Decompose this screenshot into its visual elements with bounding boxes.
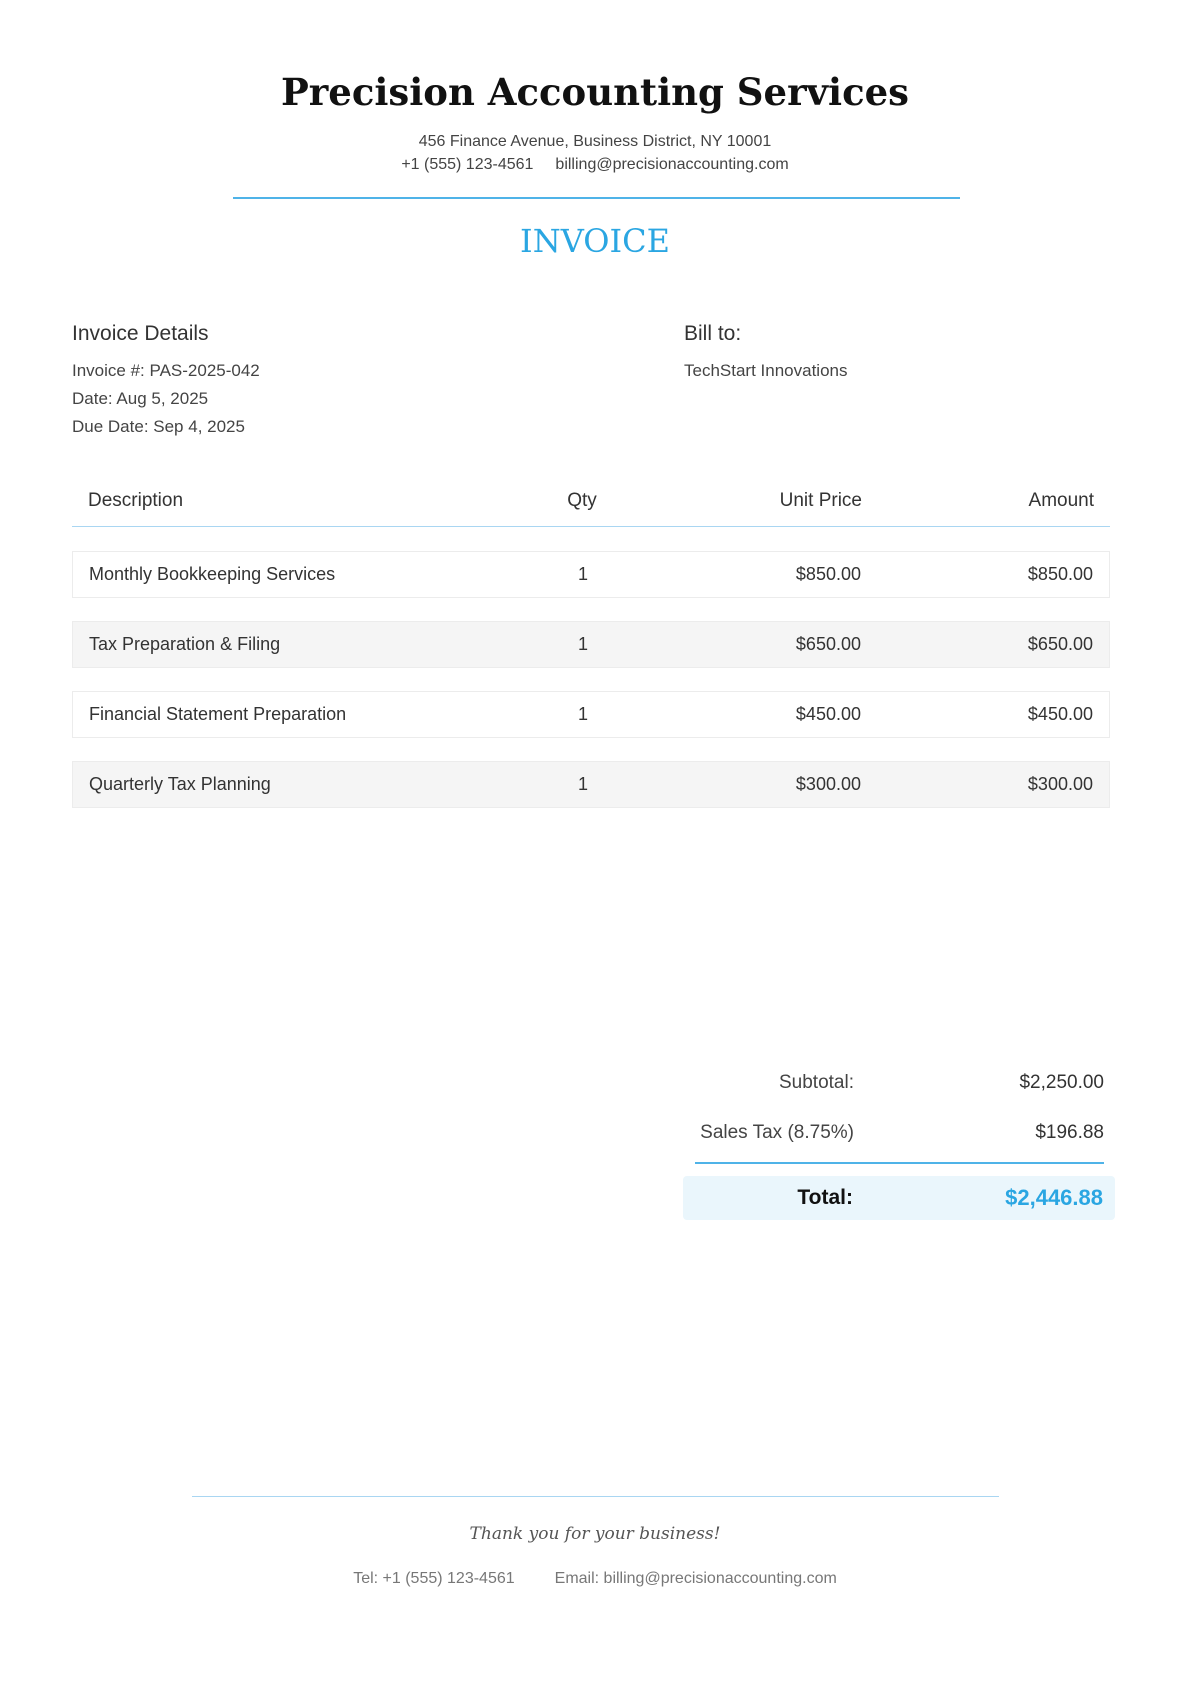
company-name: Precision Accounting Services [280, 70, 910, 114]
bill-to-heading: Bill to: [684, 322, 742, 345]
table-header [72, 486, 1110, 527]
row-description: Tax Preparation & Filing [89, 634, 281, 654]
subtotal-label: Subtotal: [779, 1072, 854, 1093]
table-row [72, 551, 1110, 598]
row-qty: 1 [577, 704, 588, 724]
company-email: billing@precisionaccounting.com [555, 156, 789, 173]
invoice-due-date: Due Date: Sep 4, 2025 [72, 417, 245, 436]
row-amount: $650.00 [1027, 634, 1093, 654]
footer-tel: Tel: +1 (555) 123-4561 [353, 1570, 515, 1587]
row-amount: $850.00 [1027, 564, 1093, 584]
invoice-number: Invoice #: PAS-2025-042 [72, 361, 260, 380]
footer-contact [0, 1570, 1190, 1588]
col-amount-header: Amount [1028, 490, 1094, 511]
thank-you-note: Thank you for your business! [469, 1524, 721, 1544]
col-unit-price-header: Unit Price [779, 490, 862, 511]
subtotal-value: $2,250.00 [1019, 1072, 1104, 1093]
total-box [683, 1176, 1115, 1220]
totals-divider [695, 1162, 1104, 1164]
row-unit-price: $650.00 [795, 634, 861, 654]
company-phone: +1 (555) 123-4561 [401, 156, 534, 173]
company-contact [0, 156, 1190, 174]
total-label: Total: [797, 1186, 853, 1209]
row-amount: $450.00 [1027, 704, 1093, 724]
table-row [72, 691, 1110, 738]
table-row [72, 621, 1110, 668]
col-qty-header: Qty [567, 490, 597, 511]
footer-email: Email: billing@precisionaccounting.com [554, 1570, 837, 1587]
row-unit-price: $450.00 [795, 704, 861, 724]
col-description-header: Description [88, 490, 184, 511]
row-unit-price: $300.00 [795, 774, 861, 794]
row-description: Financial Statement Preparation [89, 704, 347, 724]
invoice-title: INVOICE [520, 222, 670, 260]
row-qty: 1 [577, 774, 588, 794]
row-unit-price: $850.00 [795, 564, 861, 584]
invoice-date: Date: Aug 5, 2025 [72, 389, 209, 408]
footer-divider [192, 1496, 999, 1497]
table-row [72, 761, 1110, 808]
row-description: Quarterly Tax Planning [89, 774, 271, 794]
bill-to-client: TechStart Innovations [684, 361, 848, 380]
invoice-details-heading: Invoice Details [72, 322, 209, 345]
total-value: $2,446.88 [1005, 1185, 1103, 1210]
row-description: Monthly Bookkeeping Services [89, 564, 336, 584]
company-address: 456 Finance Avenue, Business District, NY 10001 [418, 133, 772, 150]
row-amount: $300.00 [1027, 774, 1093, 794]
row-qty: 1 [577, 634, 588, 654]
sales-tax-label: Sales Tax (8.75%) [700, 1122, 854, 1143]
row-qty: 1 [577, 564, 588, 584]
header-divider [233, 197, 960, 199]
sales-tax-value: $196.88 [1035, 1122, 1104, 1143]
